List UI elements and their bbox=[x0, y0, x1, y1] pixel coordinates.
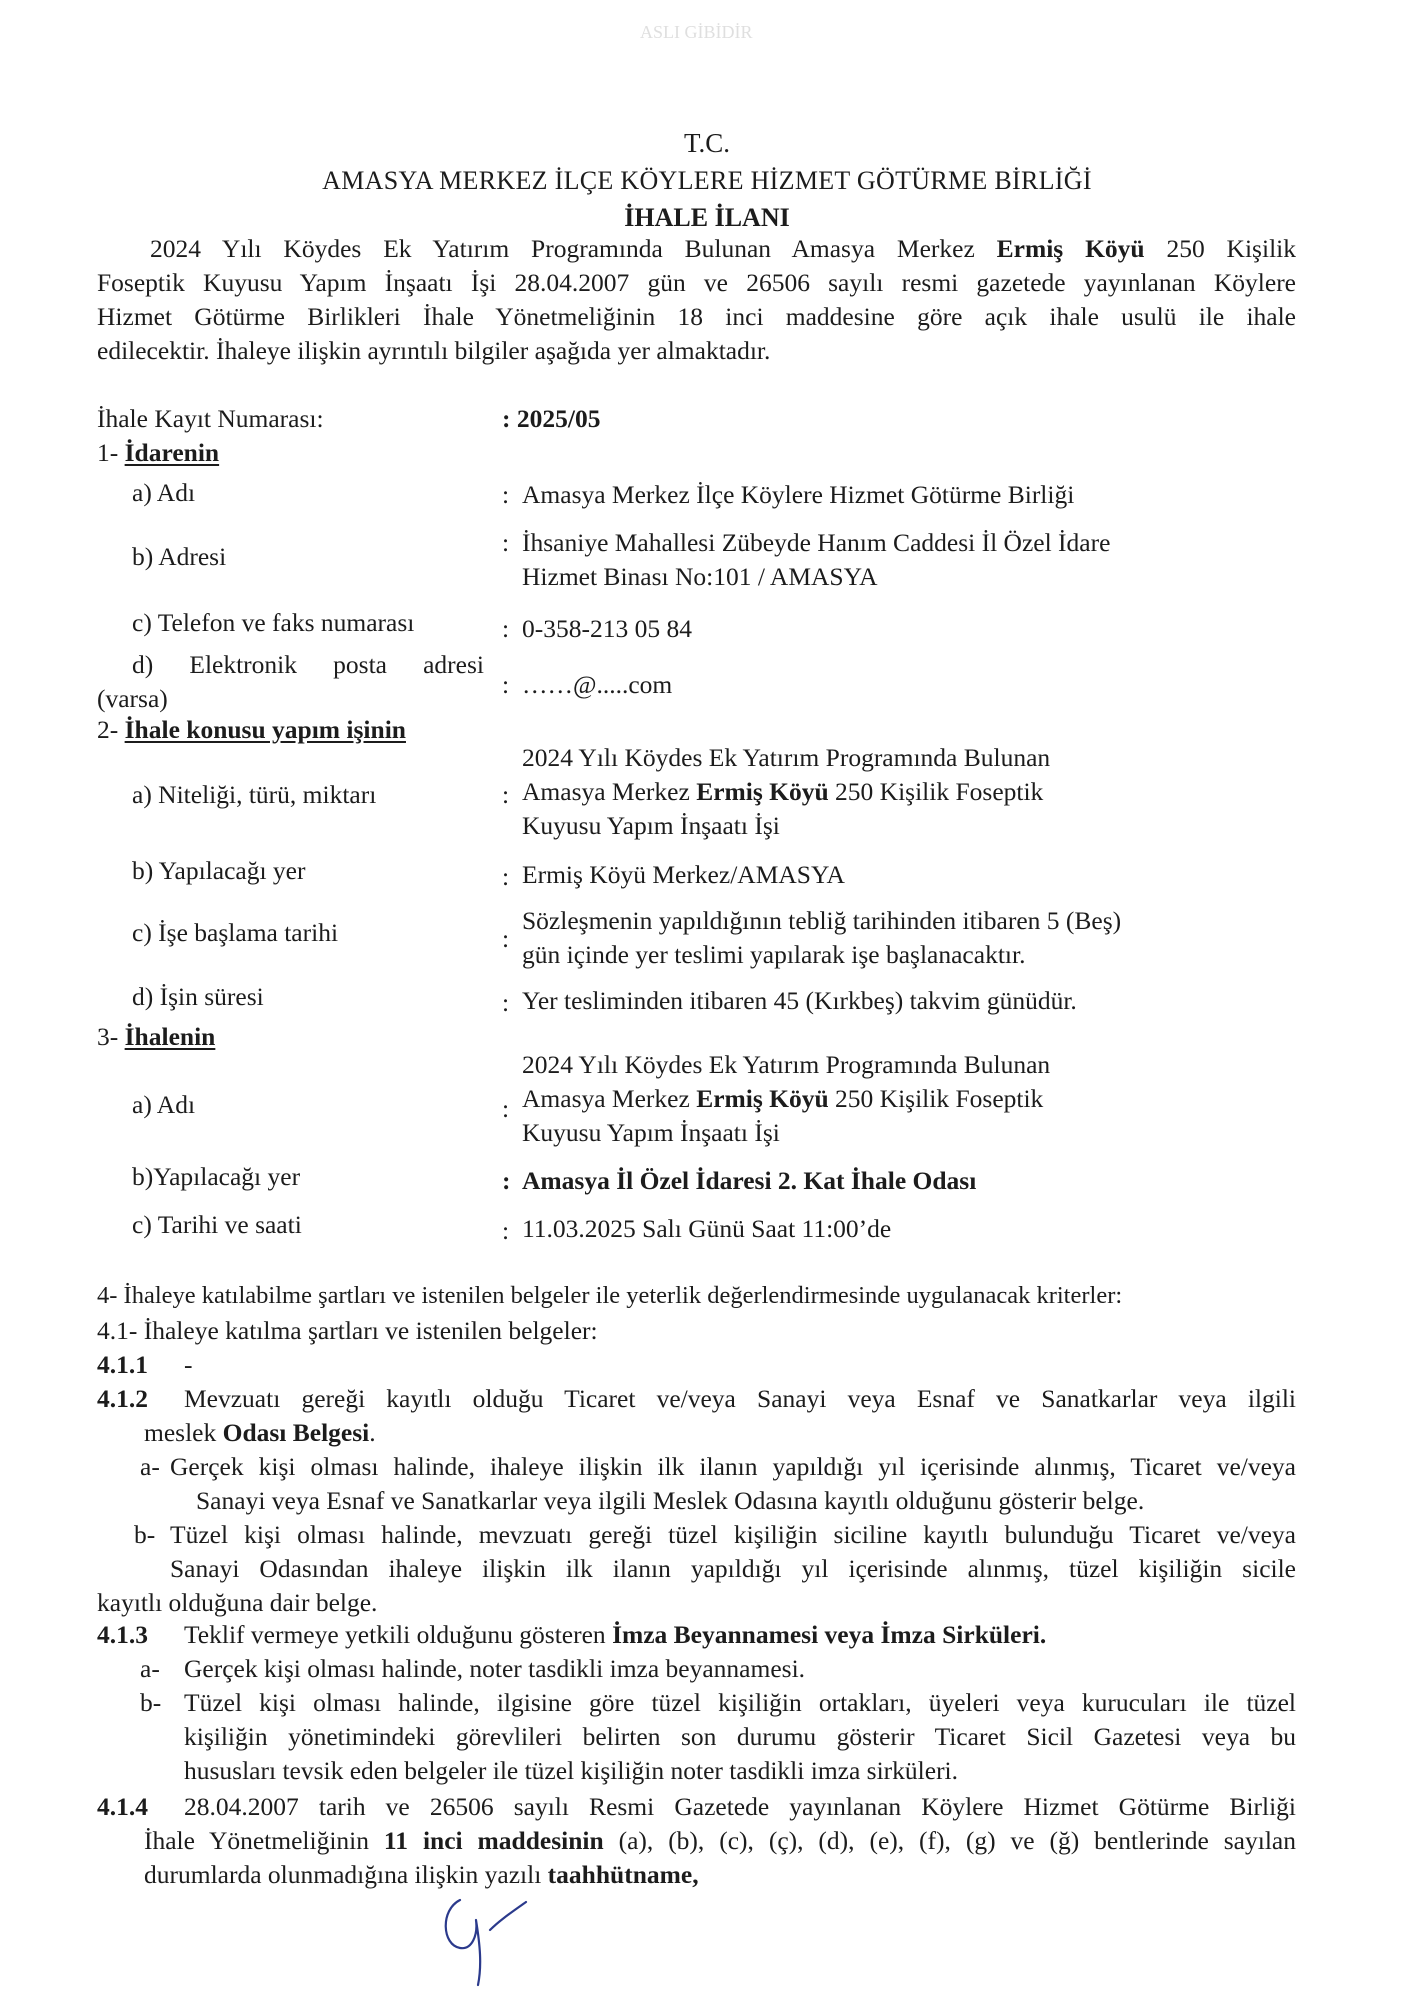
s1-b-colon: : bbox=[502, 528, 510, 557]
intro-line-2: Foseptik Kuyusu Yapım İnşaatı İşi 28.04.2007 gün ve 26506 sayılı resmi gazetede yayınlanan Köylere bbox=[97, 268, 1296, 297]
intro-line-1 bbox=[150, 234, 1296, 264]
s4-1-3-a-text: Gerçek kişi olması halinde, noter tasdikli imza beyannamesi. bbox=[184, 1654, 806, 1683]
s2-d-label: d) İşin süresi bbox=[132, 982, 264, 1011]
s4-1-3-b-line-1: Tüzel kişi olması halinde, ilgisine göre tüzel kişiliğin ortakları, üyeleri veya kurucuları ile tüzel bbox=[184, 1688, 1296, 1717]
header-org: AMASYA MERKEZ İLÇE KÖYLERE HİZMET GÖTÜRME BİRLİĞİ bbox=[322, 166, 1092, 195]
intro-line-4: edilecektir. İhaleye ilişkin ayrıntılı bilgiler aşağıda yer almaktadır. bbox=[97, 336, 771, 365]
s4-1-2-num: 4.1.2 bbox=[97, 1384, 148, 1413]
s1-c-label: c) Telefon ve faks numarası bbox=[132, 608, 415, 637]
s3-num: 3- bbox=[97, 1022, 125, 1051]
s1-d-label-1: d) Elektronik posta adresi bbox=[132, 650, 484, 679]
s2-heading bbox=[97, 715, 406, 745]
s1-b-value-2: Hizmet Binası No:101 / AMASYA bbox=[522, 562, 878, 591]
kayit-number: 2025/05 bbox=[516, 404, 601, 433]
s1-d-value: ……@.....com bbox=[522, 670, 673, 699]
s2-title: İhale konusu yapım işinin bbox=[124, 715, 406, 744]
s2-a-value-1: 2024 Yılı Köydes Ek Yatırım Programında Bulunan bbox=[522, 743, 1051, 772]
s2-a-label: a) Niteliği, türü, miktarı bbox=[132, 780, 377, 809]
s2-c-colon: : bbox=[502, 924, 510, 953]
faint-stamp-mark: ASLI GİBİDİR bbox=[640, 22, 753, 42]
intro-l1-a: 2024 Yılı Köydes Ek Yatırım Programında Bulunan Amasya Merkez bbox=[150, 234, 997, 263]
header-title: İHALE İLANI bbox=[624, 203, 790, 232]
s2-b-colon: : bbox=[502, 862, 510, 891]
s3-a-label: a) Adı bbox=[132, 1090, 196, 1119]
kayit-value bbox=[502, 404, 600, 434]
s2-a-colon: : bbox=[502, 780, 510, 809]
s1-a-value: Amasya Merkez İlçe Köylere Hizmet Götürme Birliği bbox=[522, 480, 1075, 509]
s2-c-value-1: Sözleşmenin yapıldığının tebliğ tarihinden itibaren 5 (Beş) bbox=[522, 906, 1122, 935]
s3-a-value-2 bbox=[522, 1084, 1043, 1114]
s4-heading: 4- İhaleye katılabilme şartları ve istenilen belgeler ile yeterlik değerlendirmesinde uygulanacak kriterler: bbox=[97, 1282, 1123, 1309]
s1-b-value-1: İhsaniye Mahallesi Zübeyde Hanım Caddesi İl Özel İdare bbox=[522, 528, 1111, 557]
s4-1-2-line-2 bbox=[144, 1418, 376, 1448]
s3-b-colon: : bbox=[502, 1166, 511, 1195]
s2-d-value: Yer tesliminden itibaren 45 (Kırkbeş) takvim günüdür. bbox=[522, 986, 1077, 1015]
s4-1-2-a-line-1: Gerçek kişi olması halinde, ihaleye ilişkin ilk ilanın yapıldığı yıl içerisinde alınmış, Ticaret ve/veya bbox=[170, 1452, 1296, 1481]
s4-1-4-l2b: 11 inci maddesinin bbox=[383, 1826, 604, 1855]
handwritten-signature bbox=[430, 1890, 540, 1990]
header-tc: T.C. bbox=[684, 128, 730, 158]
intro-l1-village: Ermiş Köyü bbox=[996, 234, 1145, 263]
s4-1-4-line-1: 28.04.2007 tarih ve 26506 sayılı Resmi Gazetede yayınlanan Köylere Hizmet Götürme Birliği bbox=[184, 1792, 1296, 1821]
s4-1-2-l2c: . bbox=[369, 1418, 376, 1447]
s4-1-3-text bbox=[184, 1620, 1046, 1650]
s1-b-label: b) Adresi bbox=[132, 542, 227, 571]
s4-1-4-l2a: İhale Yönetmeliğinin bbox=[144, 1826, 384, 1855]
s4-1-2-a-mark: a- bbox=[140, 1452, 160, 1481]
s4-1-2-b-mark: b- bbox=[134, 1520, 156, 1549]
intro-l1-c: 250 Kişilik bbox=[1144, 234, 1296, 263]
s4-1-2-b-line-1: Tüzel kişi olması halinde, mevzuatı gereği tüzel kişiliğin siciline kayıtlı bulunduğu Ticaret ve/veya bbox=[170, 1520, 1296, 1549]
s1-d-colon: : bbox=[502, 670, 510, 699]
s3-a-colon: : bbox=[502, 1094, 510, 1123]
s4-1-3-b-mark: b- bbox=[140, 1688, 162, 1717]
s1-title: İdarenin bbox=[124, 438, 220, 467]
s4-1-2-a-line-2: Sanayi veya Esnaf ve Sanatkarlar veya ilgili Meslek Odasına kayıtlı olduğunu gösterir belge. bbox=[196, 1486, 1145, 1515]
s3-c-colon: : bbox=[502, 1216, 510, 1245]
s3-a-value-1: 2024 Yılı Köydes Ek Yatırım Programında Bulunan bbox=[522, 1050, 1051, 1079]
kayit-colon: : bbox=[502, 404, 511, 433]
s3-a-v2a: Amasya Merkez bbox=[522, 1084, 697, 1113]
s2-a-value-2 bbox=[522, 777, 1043, 807]
s1-heading bbox=[97, 438, 219, 468]
s4-1-1-num: 4.1.1 bbox=[97, 1350, 148, 1379]
s4-1-3-b-line-2: kişiliğin yönetimindeki görevlileri belirten son durumu gösterir Ticaret Sicil Gazetesi veya bu bbox=[184, 1722, 1296, 1751]
s1-a-label: a) Adı bbox=[132, 478, 196, 507]
s4-1-2-l2b: Odası Belgesi bbox=[222, 1418, 370, 1447]
s3-c-value: 11.03.2025 Salı Günü Saat 11:00’de bbox=[522, 1214, 892, 1243]
s2-c-label: c) İşe başlama tarihi bbox=[132, 918, 339, 947]
s4-1-4-l3b: taahhütname, bbox=[547, 1860, 699, 1889]
s4-1-2-b-line-2: Sanayi Odasından ihaleye ilişkin ilk ilanın yapıldığı yıl içerisinde alınmış, tüzel kişiliğin sicile bbox=[170, 1554, 1296, 1583]
s4-1-3-b-line-3: hususları tevsik eden belgeler ile tüzel kişiliğin noter tasdikli imza sirküleri. bbox=[184, 1756, 959, 1785]
s4-1-4-num: 4.1.4 bbox=[97, 1792, 148, 1821]
s3-a-value-3: Kuyusu Yapım İnşaatı İşi bbox=[522, 1118, 780, 1147]
s1-num: 1- bbox=[97, 438, 125, 467]
s2-num: 2- bbox=[97, 715, 125, 744]
s4-1-heading: 4.1- İhaleye katılma şartları ve istenilen belgeler: bbox=[97, 1316, 598, 1345]
s2-a-v2a: Amasya Merkez bbox=[522, 777, 697, 806]
s4-1-1-text: - bbox=[184, 1350, 193, 1379]
s3-heading bbox=[97, 1022, 215, 1052]
intro-line-3: Hizmet Götürme Birlikleri İhale Yönetmeliğinin 18 inci maddesine göre açık ihale usulü ile ihale bbox=[97, 302, 1296, 331]
s3-a-v2c: 250 Kişilik Foseptik bbox=[828, 1084, 1044, 1113]
s1-d-label-2: (varsa) bbox=[97, 684, 168, 713]
s4-1-2-l2a: meslek bbox=[144, 1418, 223, 1447]
s4-1-3-tb: İmza Beyannamesi veya İmza Sirküleri. bbox=[612, 1620, 1047, 1649]
s2-b-value: Ermiş Köyü Merkez/AMASYA bbox=[522, 860, 845, 889]
kayit-label: İhale Kayıt Numarası: bbox=[97, 404, 324, 433]
s3-b-value: Amasya İl Özel İdaresi 2. Kat İhale Odası bbox=[522, 1166, 977, 1195]
s2-b-label: b) Yapılacağı yer bbox=[132, 856, 306, 885]
s1-a-colon: : bbox=[502, 480, 510, 509]
s4-1-3-a-mark: a- bbox=[140, 1654, 160, 1683]
s3-a-village: Ermiş Köyü bbox=[696, 1084, 829, 1113]
s1-c-colon: : bbox=[502, 614, 510, 643]
s2-a-value-3: Kuyusu Yapım İnşaatı İşi bbox=[522, 811, 780, 840]
s3-title: İhalenin bbox=[124, 1022, 216, 1051]
s4-1-4-line-3 bbox=[144, 1860, 699, 1890]
s3-b-label: b)Yapılacağı yer bbox=[132, 1162, 301, 1191]
s1-c-value: 0-358-213 05 84 bbox=[522, 614, 692, 643]
s2-d-colon: : bbox=[502, 988, 510, 1017]
s4-1-3-num: 4.1.3 bbox=[97, 1620, 148, 1649]
s2-a-village: Ermiş Köyü bbox=[696, 777, 829, 806]
s2-a-v2c: 250 Kişilik Foseptik bbox=[828, 777, 1044, 806]
s4-1-4-line-2 bbox=[144, 1826, 1296, 1856]
s4-1-2-line-1: Mevzuatı gereği kayıtlı olduğu Ticaret ve/veya Sanayi veya Esnaf ve Sanatkarlar veya ilgili bbox=[184, 1384, 1296, 1413]
s4-1-2-b-line-3: kayıtlı olduğuna dair belge. bbox=[97, 1588, 378, 1617]
s2-c-value-2: gün içinde yer teslimi yapılarak işe başlanacaktır. bbox=[522, 940, 1026, 969]
s4-1-3-ta: Teklif vermeye yetkili olduğunu gösteren bbox=[184, 1620, 613, 1649]
s4-1-4-l2c: (a), (b), (c), (ç), (d), (e), (f), (g) ve (ğ) bentlerinde sayılan bbox=[603, 1826, 1296, 1855]
s3-c-label: c) Tarihi ve saati bbox=[132, 1210, 302, 1239]
s4-1-4-l3a: durumlarda olunmadığına ilişkin yazılı bbox=[144, 1860, 548, 1889]
